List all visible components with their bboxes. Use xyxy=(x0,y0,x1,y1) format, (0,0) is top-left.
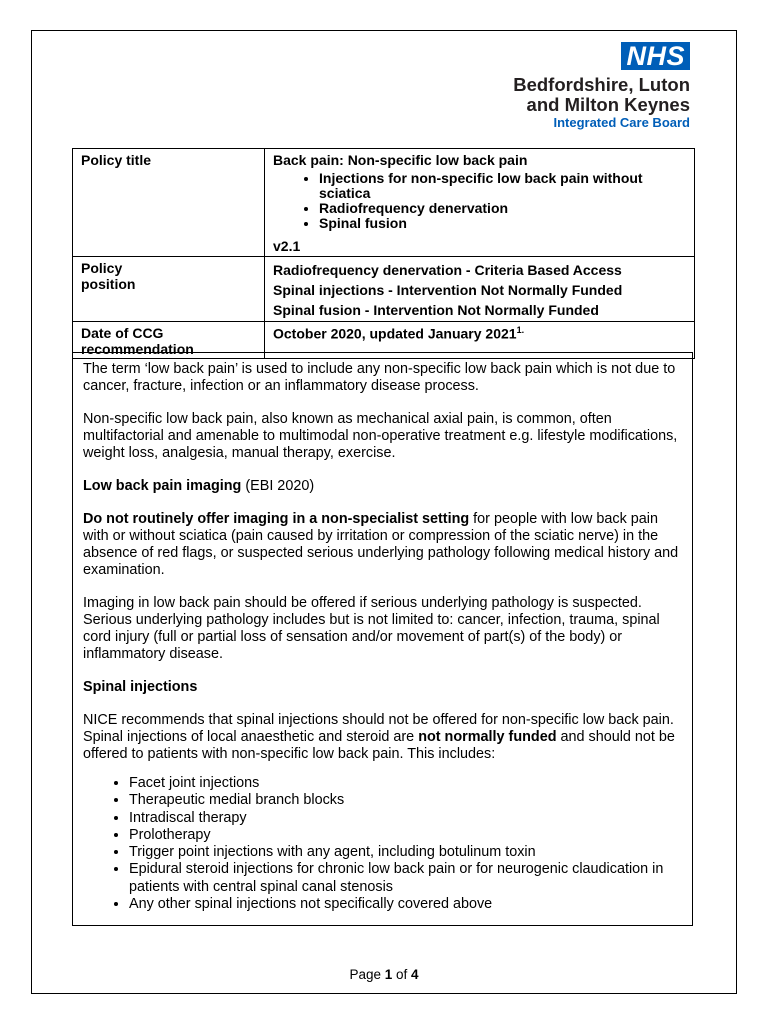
org-name-line2: and Milton Keynes xyxy=(526,94,690,115)
policy-position-label-line2: position xyxy=(81,276,136,292)
page-current: 1 xyxy=(384,967,393,982)
policy-position-value xyxy=(265,257,695,322)
position-item: Spinal injections - Intervention Not Normally Funded xyxy=(273,282,623,298)
list-item: • Facet joint injections xyxy=(129,775,682,792)
list-item: • Prolotherapy xyxy=(129,827,682,844)
nhs-logo xyxy=(513,42,690,131)
policy-position-label xyxy=(73,257,265,322)
policy-title-bullet: • Spinal fusion xyxy=(319,216,686,231)
mechanical-pain-paragraph: Non-specific low back pain, also known as mechanical axial pain, is common, often multifactorial and amenable to multimodal non-operative treatment e.g. lifestyle modifications, weight loss, analgesia, manual therapy, exercise. xyxy=(83,411,678,461)
imaging-paragraph xyxy=(83,511,682,579)
date-footnote: 1. xyxy=(516,325,525,335)
nice-text-part1: NICE recommends that spinal injections should not be offered for non-specific low back pain. Spinal injections of local anaesthetic and steroid are xyxy=(83,712,674,745)
position-item: Radiofrequency denervation - Criteria Based Access xyxy=(273,262,622,278)
policy-title-label: Policy title xyxy=(73,149,265,257)
definition-paragraph: The term ‘low back pain’ is used to include any non-specific low back pain which is not due to cancer, fracture, infection or an inflammatory disease process. xyxy=(83,361,676,394)
imaging-heading xyxy=(83,478,682,495)
imaging-bold-text: Do not routinely offer imaging in a non-specialist setting xyxy=(83,511,470,527)
list-item: • Therapeutic medial branch blocks xyxy=(129,792,682,809)
policy-version: v2.1 xyxy=(273,238,301,254)
list-item: • Any other spinal injections not specifically covered above xyxy=(129,896,682,913)
org-name-line3: Integrated Care Board xyxy=(553,115,690,130)
of-word: of xyxy=(392,967,412,982)
injection-list xyxy=(83,775,682,913)
policy-title-heading: Back pain: Non-specific low back pain xyxy=(273,152,528,168)
policy-position-label-line1: Policy xyxy=(81,260,123,276)
nhs-badge: NHS xyxy=(621,42,690,70)
policy-title-bullet: • Radiofrequency denervation xyxy=(319,201,686,216)
page-footer xyxy=(0,967,768,982)
policy-table xyxy=(72,148,695,359)
policy-date-label-line1: Date of CCG xyxy=(81,325,164,341)
policy-content xyxy=(72,352,693,926)
imaging-heading-text: Low back pain imaging xyxy=(83,478,242,494)
injections-heading xyxy=(83,679,682,696)
org-name-line1: Bedfordshire, Luton xyxy=(513,74,690,95)
list-item: • Intradiscal therapy xyxy=(129,810,682,827)
nice-paragraph xyxy=(83,712,682,763)
list-item: • Epidural steroid injections for chronic low back pain or for neurogenic claudication in patients with central spinal canal stenosis xyxy=(129,861,682,896)
nice-text-part2: and should not be offered to patients with non-specific low back pain. This includes: xyxy=(83,729,675,762)
list-item: • Trigger point injections with any agent, including botulinum toxin xyxy=(129,844,682,861)
page-total: 4 xyxy=(411,967,419,982)
pathology-paragraph: Imaging in low back pain should be offered if serious underlying pathology is suspected. Serious underlying pathology includes but is not limited to: cancer, infection, trauma, spinal cord injury (full or partial loss of sensation and/or movement of part(s) of the body) or inflammatory disease. xyxy=(83,595,660,662)
policy-title-value xyxy=(265,149,695,257)
imaging-reference: (EBI 2020) xyxy=(241,478,315,494)
nice-bold-text: not normally funded xyxy=(418,729,557,745)
policy-title-bullet: • Injections for non-specific low back pain without sciatica xyxy=(319,171,686,201)
position-item: Spinal fusion - Intervention Not Normally Funded xyxy=(273,302,599,318)
policy-title-bullets xyxy=(273,171,686,231)
page-word: Page xyxy=(349,967,385,982)
injections-heading-text: Spinal injections xyxy=(83,679,198,695)
policy-position-row xyxy=(73,257,695,322)
imaging-rest-text: for people with low back pain with or without sciatica (pain caused by irritation or compression of the sciatic nerve) in the absence of red flags, or suspected serious underlying pathology following medical history and examination. xyxy=(83,511,679,578)
date-text: October 2020, updated January 2021 xyxy=(273,325,517,342)
policy-date-label-line2: recommendation xyxy=(81,341,194,357)
policy-title-row xyxy=(73,149,695,257)
